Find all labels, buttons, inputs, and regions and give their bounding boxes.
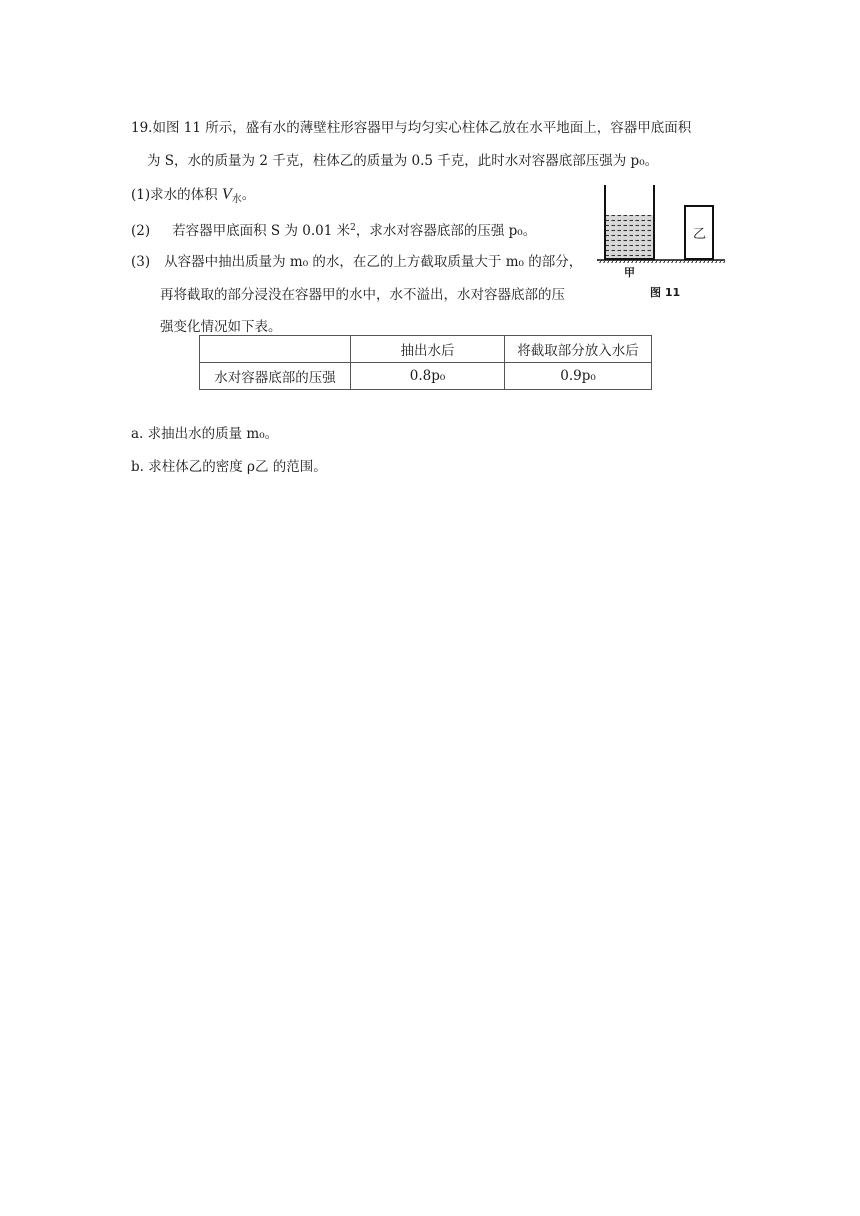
question-stem-1: 如图 11 所示，盛有水的薄壁柱形容器甲与均匀实心柱体乙放在水平地面上，容器甲底面积	[152, 120, 692, 136]
volume-symbol: V	[221, 186, 232, 203]
water	[606, 215, 653, 259]
part-3-line-2: 再将截取的部分浸没在容器甲的水中，水不溢出，水对容器底部的压	[160, 287, 565, 303]
sub-question-a: a. 求抽出水的质量 m₀。	[131, 426, 279, 442]
table-col1-header: 抽出水后	[351, 336, 505, 363]
sub-question-b: b. 求柱体乙的密度 ρ乙 的范围。	[131, 459, 327, 475]
cylinder-label: 乙	[693, 227, 707, 242]
table-row	[200, 363, 652, 390]
part-2-text-a: 若容器甲底面积 S 为 0.01 米	[172, 223, 351, 239]
table-header-row	[200, 336, 652, 363]
question-line-2: 为 S，水的质量为 2 千克，柱体乙的质量为 0.5 千克，此时水对容器底部压强为 p₀。	[147, 153, 659, 169]
part-2-superscript: 2	[350, 223, 356, 233]
part-2-number: (2)	[131, 223, 151, 239]
pressure-table	[199, 335, 652, 390]
part-3-line-3: 强变化情况如下表。	[160, 319, 282, 335]
figure-11	[593, 183, 733, 303]
part-3-text-1: 从容器中抽出质量为 m₀ 的水，在乙的上方截取质量大于 m₀ 的部分，	[164, 254, 583, 270]
table-row-label: 水对容器底部的压强	[200, 363, 351, 390]
table-col1-value: 0.8p₀	[351, 363, 505, 390]
part-3-line-1	[131, 252, 582, 272]
container-label: 甲	[624, 266, 635, 279]
part-3-number: (3)	[131, 254, 151, 270]
volume-subscript: 水	[231, 194, 242, 205]
question-number: 19.	[131, 120, 153, 136]
part-1	[131, 185, 255, 210]
figure-diagram	[593, 183, 733, 263]
table-col2-value: 0.9p₀	[505, 363, 652, 390]
question-line-1	[131, 118, 691, 138]
table-col2-header: 将截取部分放入水后	[505, 336, 652, 363]
part-2	[131, 218, 536, 241]
part-1-prefix: (1)求水的体积	[131, 187, 222, 203]
part-1-suffix: 。	[241, 187, 256, 203]
table-corner-cell	[200, 336, 351, 363]
part-2-text-b: ，求水对容器底部的压强 p₀。	[355, 223, 537, 239]
figure-caption: 图 11	[650, 286, 681, 299]
